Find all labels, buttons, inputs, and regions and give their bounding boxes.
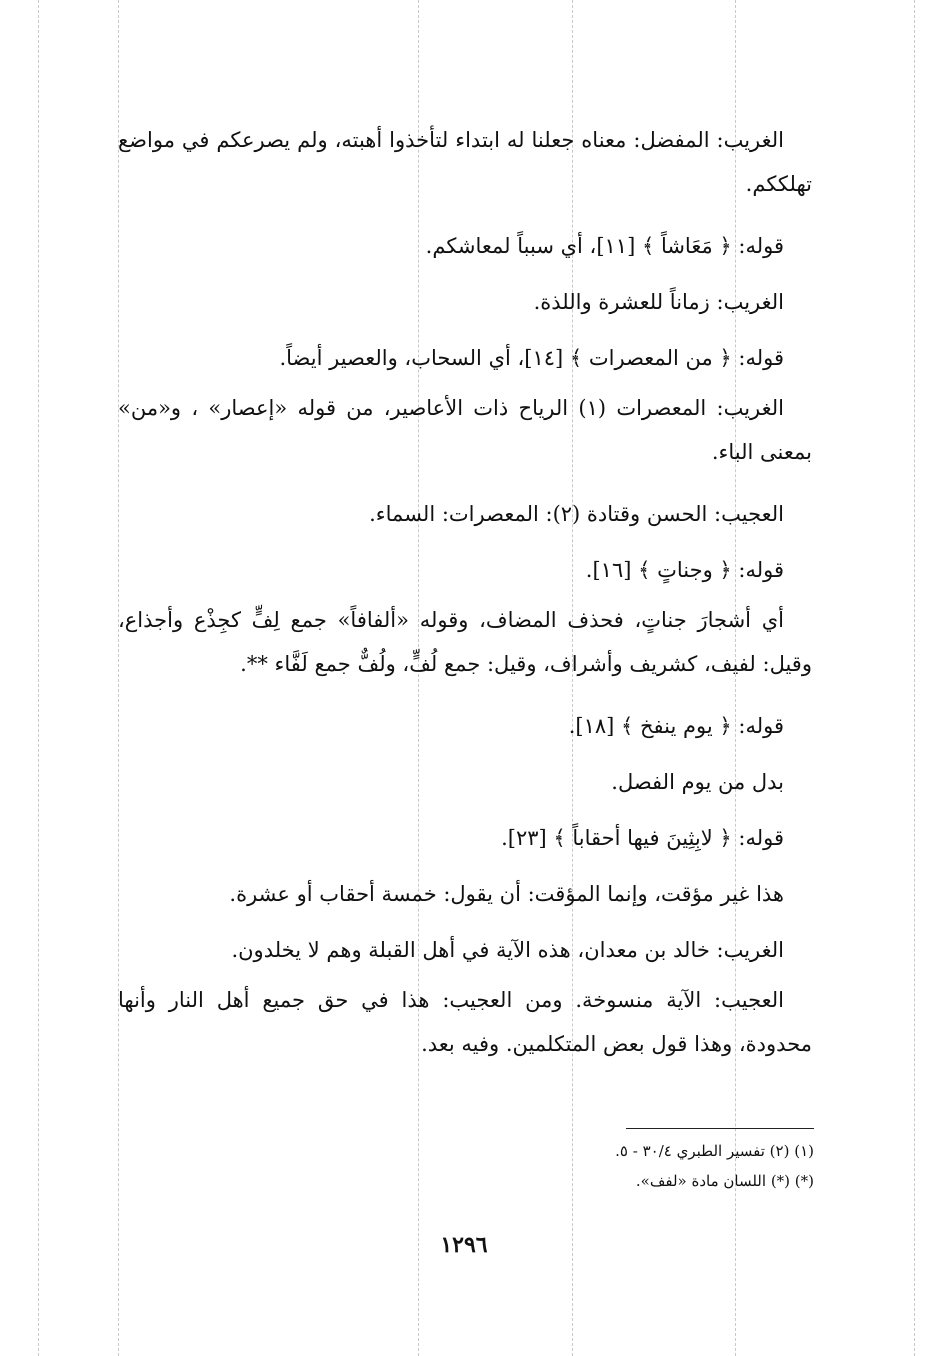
footnote: (١) (٢) تفسير الطبري ٣٠/٤ - ٥. [615, 1142, 814, 1160]
paragraph: العجيب: الحسن وقتادة (٢): المعصرات: السماء. [369, 502, 784, 526]
main-text [118, 118, 812, 1078]
paragraph: قوله: ﴿ من المعصرات ﴾ [١٤]، أي السحاب، والعصير أيضاً. [279, 346, 784, 370]
paragraph: قوله: ﴿ لابِثِينَ فيها أحقاباً ﴾ [٢٣]. [501, 826, 784, 850]
paragraph: قوله: ﴿ يوم ينفخ ﴾ [١٨]. [568, 714, 784, 738]
paragraph: أي أشجارَ جناتٍ، فحذف المضاف، وقوله «ألفافاً» جمع لِفٍّ كجِذْع وأجذاع، وقيل: لفيف، كشريف وأشراف، وقيل: جمع لُفٍّ، ولُفٌّ جمع لَفَّاء **. [118, 608, 812, 676]
paragraph: الغريب: خالد بن معدان، هذه الآية في أهل القبلة وهم لا يخلدون. [231, 938, 784, 962]
paragraph: بدل من يوم الفصل. [611, 770, 784, 794]
paragraph: العجيب: الآية منسوخة. ومن العجيب: هذا في حق جميع أهل النار وأنها محدودة، وهذا قول بعض المتكلمين. وفيه بعد. [118, 988, 812, 1056]
paragraph: قوله: ﴿ وجناتٍ ﴾ [١٦]. [585, 558, 784, 582]
scan-guide-line [914, 0, 915, 1356]
paragraph: الغريب: زماناً للعشرة واللذة. [533, 290, 784, 314]
paragraph: قوله: ﴿ مَعَاشاً ﴾ [١١]، أي سبباً لمعاشكم. [425, 234, 784, 258]
scan-guide-line [38, 0, 39, 1356]
footnote-separator [626, 1128, 814, 1129]
footnote: (*) (*) اللسان مادة «لفف». [635, 1172, 814, 1190]
page-number: ١٢٩٦ [440, 1232, 488, 1258]
paragraph: هذا غير مؤقت، وإنما المؤقت: أن يقول: خمسة أحقاب أو عشرة. [229, 882, 784, 906]
paragraph: الغريب: المعصرات (١) الرياح ذات الأعاصير، من قوله «إعصار» ، و«من» بمعنى الباء. [118, 396, 812, 464]
footnotes [300, 1136, 814, 1196]
paragraph: الغريب: المفضل: معناه جعلنا له ابتداء لتأخذوا أهبته، ولم يصرعكم في مواضع تهلككم. [118, 128, 812, 196]
